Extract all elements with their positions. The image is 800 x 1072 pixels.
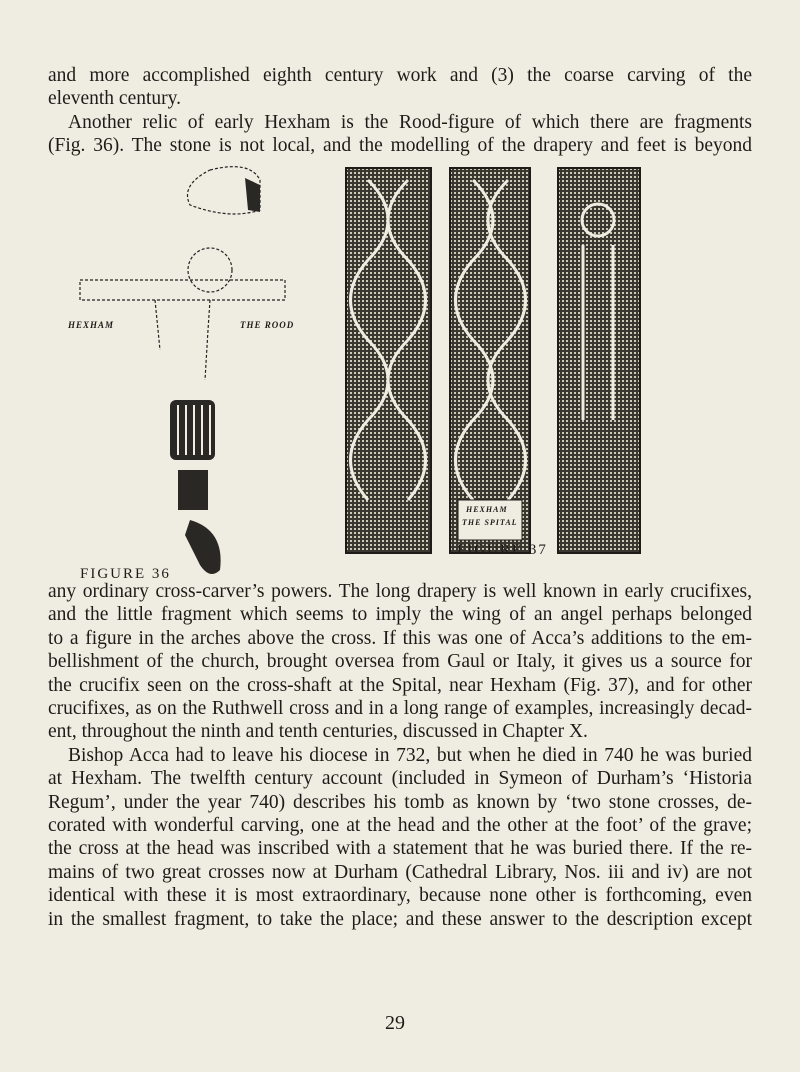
figure-36-caption: FIGURE 36: [80, 566, 171, 582]
text-line: corated with wonderful carving, one at the head and the other at the foot’ of the grave;: [48, 815, 752, 836]
label-hexham: HEXHAM: [68, 320, 115, 330]
text-line: and the little fragment which seems to imply the wing of an angel perhaps belonged: [48, 604, 752, 626]
text-line: the crucifix seen on the cross-shaft at the Spital, near Hexham (Fig. 37), and for other: [48, 674, 752, 696]
text-line: to a figure in the arches above the cross. If this was one of Acca’s additions to the em-: [48, 627, 752, 649]
spital-cross-shaft-drawing: [338, 160, 658, 560]
text-line: and more accomplished eighth century work and (3) the coarse carving of the: [48, 65, 752, 86]
page-number: 29: [385, 1012, 405, 1034]
text-line: Another relic of early Hexham is the Rood-figure of which there are fragments: [68, 111, 752, 133]
text-line: at Hexham. The twelfth century account (included in Symeon of Durham’s ‘Historia: [48, 768, 752, 790]
text-line: the cross at the head was inscribed with a statement that he was buried there. If the re-: [48, 838, 752, 860]
text-line: (Fig. 36). The stone is not local, and the modelling of the drapery and feet is beyond: [48, 135, 752, 157]
inscription-hexham: HEXHAM: [466, 505, 508, 514]
text-line: crucifixes, as on the Ruthwell cross and in a long range of examples, increasingly decad-: [48, 698, 752, 719]
text-line: identical with these it is most extraordinary, because none other is forthcoming, even: [48, 885, 752, 907]
text-line: Bishop Acca had to leave his diocese in 732, but when he died in 740 he was buried: [68, 744, 752, 766]
text-line: mains of two great crosses now at Durham (Cathedral Library, Nos. iii and iv) are not: [48, 861, 752, 883]
figure-37-caption: FIGURE 37: [457, 542, 548, 558]
inscription-the-spital: THE SPITAL: [462, 518, 518, 527]
text-line: in the smallest fragment, to take the place; and these answer to the description except: [48, 908, 752, 930]
text-line: any ordinary cross-carver’s powers. The long drapery is well known in early crucifixes,: [48, 581, 752, 602]
text-line: ent, throughout the ninth and tenth centuries, discussed in Chapter X.: [48, 721, 588, 743]
label-the-rood: THE ROOD: [240, 320, 295, 330]
text-line: eleventh century.: [48, 88, 182, 110]
text-line: Regum’, under the year 740) describes his tomb as known by ‘two stone crosses, de-: [48, 791, 752, 813]
rood-fragments-drawing: [60, 150, 300, 590]
text-line: bellishment of the church, brought oversea from Gaul or Italy, it gives us a source for: [48, 651, 752, 673]
